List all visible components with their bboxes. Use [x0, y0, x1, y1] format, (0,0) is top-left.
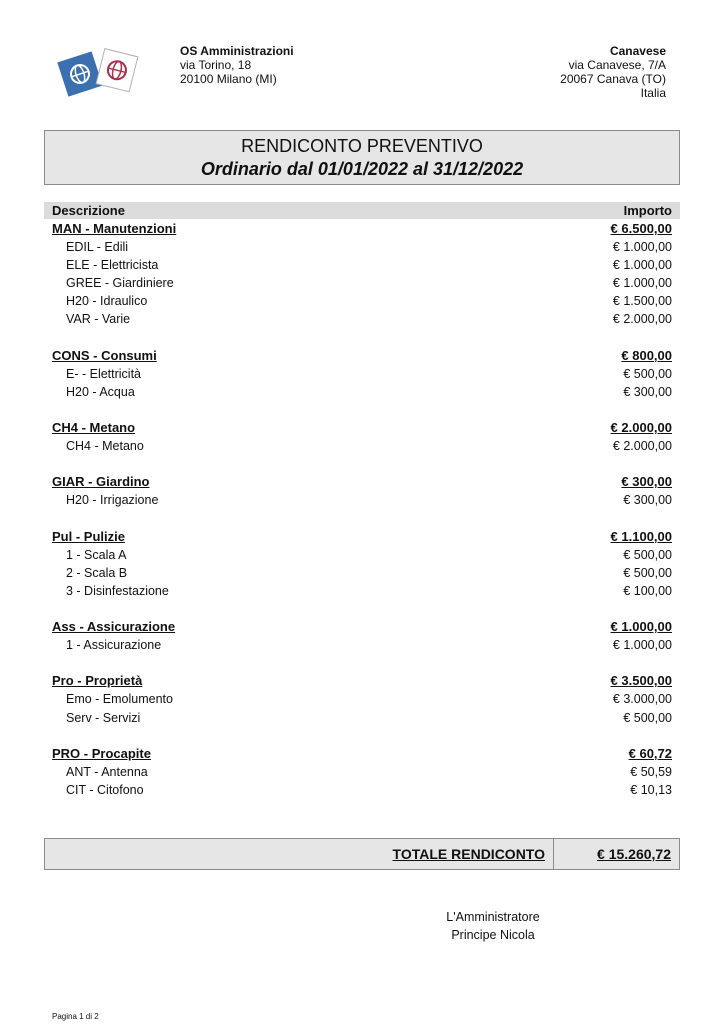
item-label: Serv - Servizi — [66, 710, 141, 725]
item-label: ANT - Antenna — [66, 764, 148, 779]
item-amount: € 2.000,00 — [612, 312, 672, 327]
category-label: GIAR - Giardino — [52, 474, 150, 490]
item-row — [44, 690, 680, 708]
item-label: CH4 - Metano — [66, 439, 144, 454]
item-amount: € 500,00 — [623, 710, 672, 725]
category-amount: € 3.500,00 — [610, 673, 672, 689]
category-row — [44, 473, 680, 491]
category-row — [44, 220, 680, 238]
item-row — [44, 582, 680, 600]
item-row — [44, 636, 680, 654]
item-label: GREE - Giardiniere — [66, 276, 174, 291]
signature-name: Principe Nicola — [451, 928, 535, 942]
total-divider — [553, 839, 554, 869]
item-label: VAR - Varie — [66, 312, 131, 327]
row-spacer — [44, 654, 680, 672]
item-row — [44, 546, 680, 564]
item-amount: € 1.000,00 — [612, 638, 672, 653]
item-row — [44, 365, 680, 383]
item-amount: € 3.000,00 — [612, 692, 672, 707]
item-amount: € 50,59 — [630, 764, 672, 779]
category-label: Pul - Pulizie — [52, 528, 125, 544]
item-amount: € 10,13 — [630, 782, 672, 797]
item-amount: € 500,00 — [623, 547, 672, 562]
item-amount: € 100,00 — [623, 583, 672, 598]
document-period: Ordinario dal 01/01/2022 al 31/12/2022 — [200, 159, 524, 179]
item-amount: € 1.000,00 — [612, 258, 672, 273]
row-spacer — [44, 455, 680, 473]
item-label: 1 - Assicurazione — [66, 638, 162, 653]
item-row — [44, 564, 680, 582]
category-amount: € 60,72 — [628, 745, 672, 761]
recipient-block — [560, 44, 666, 100]
item-row — [44, 256, 680, 274]
category-amount: € 1.000,00 — [610, 619, 672, 635]
category-row — [44, 419, 680, 437]
item-label: E- - Elettricità — [66, 366, 142, 381]
item-row — [44, 709, 680, 727]
item-label: 2 - Scala B — [66, 565, 128, 580]
column-header-amount: Importo — [623, 203, 672, 218]
recipient-country: Italia — [640, 86, 666, 100]
recipient-name: Canavese — [609, 44, 666, 58]
item-row — [44, 763, 680, 781]
item-amount: € 1.500,00 — [612, 294, 672, 309]
row-spacer — [44, 510, 680, 528]
item-amount: € 500,00 — [623, 565, 672, 580]
item-label: H20 - Irrigazione — [66, 493, 159, 508]
sender-name: OS Amministrazioni — [180, 44, 294, 58]
title-box — [44, 130, 680, 185]
item-label: H20 - Idraulico — [66, 294, 148, 309]
total-amount: € 15.260,72 — [597, 846, 671, 862]
recipient-address: via Canavese, 7/A — [568, 58, 666, 72]
category-label: PRO - Procapite — [52, 745, 151, 761]
item-label: Emo - Emolumento — [66, 692, 173, 707]
item-amount: € 500,00 — [623, 366, 672, 381]
signature-block — [400, 908, 586, 944]
total-label: TOTALE RENDICONTO — [392, 846, 545, 862]
category-row — [44, 745, 680, 763]
item-label: H20 - Acqua — [66, 384, 135, 399]
item-row — [44, 491, 680, 509]
item-row — [44, 310, 680, 328]
item-amount: € 300,00 — [623, 384, 672, 399]
category-amount: € 800,00 — [621, 347, 672, 363]
item-row — [44, 238, 680, 256]
item-row — [44, 292, 680, 310]
recipient-city: 20067 Canava (TO) — [560, 72, 666, 86]
category-label: MAN - Manutenzioni — [52, 221, 177, 236]
document-title: RENDICONTO PREVENTIVO — [241, 136, 483, 156]
row-spacer — [44, 727, 680, 745]
item-label: 1 - Scala A — [66, 547, 127, 562]
row-spacer — [44, 329, 680, 347]
item-amount: € 1.000,00 — [612, 276, 672, 291]
category-label: CONS - Consumi — [52, 347, 157, 363]
category-amount: € 6.500,00 — [610, 221, 672, 236]
item-row — [44, 437, 680, 455]
total-box — [44, 838, 680, 870]
page-number: Pagina 1 di 2 — [52, 1012, 99, 1021]
category-amount: € 300,00 — [621, 474, 672, 490]
sender-address: via Torino, 18 — [180, 58, 252, 72]
row-spacer — [44, 401, 680, 419]
sender-block — [180, 44, 294, 86]
category-row — [44, 347, 680, 365]
item-amount: € 300,00 — [623, 493, 672, 508]
budget-table — [44, 220, 680, 799]
item-label: ELE - Elettricista — [66, 258, 159, 273]
category-amount: € 2.000,00 — [610, 420, 672, 436]
item-row — [44, 274, 680, 292]
item-row — [44, 781, 680, 799]
category-row — [44, 672, 680, 690]
category-label: Pro - Proprietà — [52, 673, 143, 689]
table-header — [44, 202, 680, 219]
item-label: 3 - Disinfestazione — [66, 583, 169, 598]
item-amount: € 1.000,00 — [612, 240, 672, 255]
item-row — [44, 383, 680, 401]
item-amount: € 2.000,00 — [612, 439, 672, 454]
column-header-description: Descrizione — [52, 203, 125, 218]
row-spacer — [44, 600, 680, 618]
category-label: CH4 - Metano — [52, 420, 136, 436]
category-amount: € 1.100,00 — [610, 528, 672, 544]
sender-city: 20100 Milano (MI) — [180, 72, 277, 86]
item-label: EDIL - Edili — [66, 240, 129, 255]
company-logo — [56, 44, 140, 100]
signature-role: L'Amministratore — [446, 910, 540, 924]
category-row — [44, 618, 680, 636]
category-label: Ass - Assicurazione — [52, 619, 176, 635]
category-row — [44, 528, 680, 546]
item-label: CIT - Citofono — [66, 782, 144, 797]
